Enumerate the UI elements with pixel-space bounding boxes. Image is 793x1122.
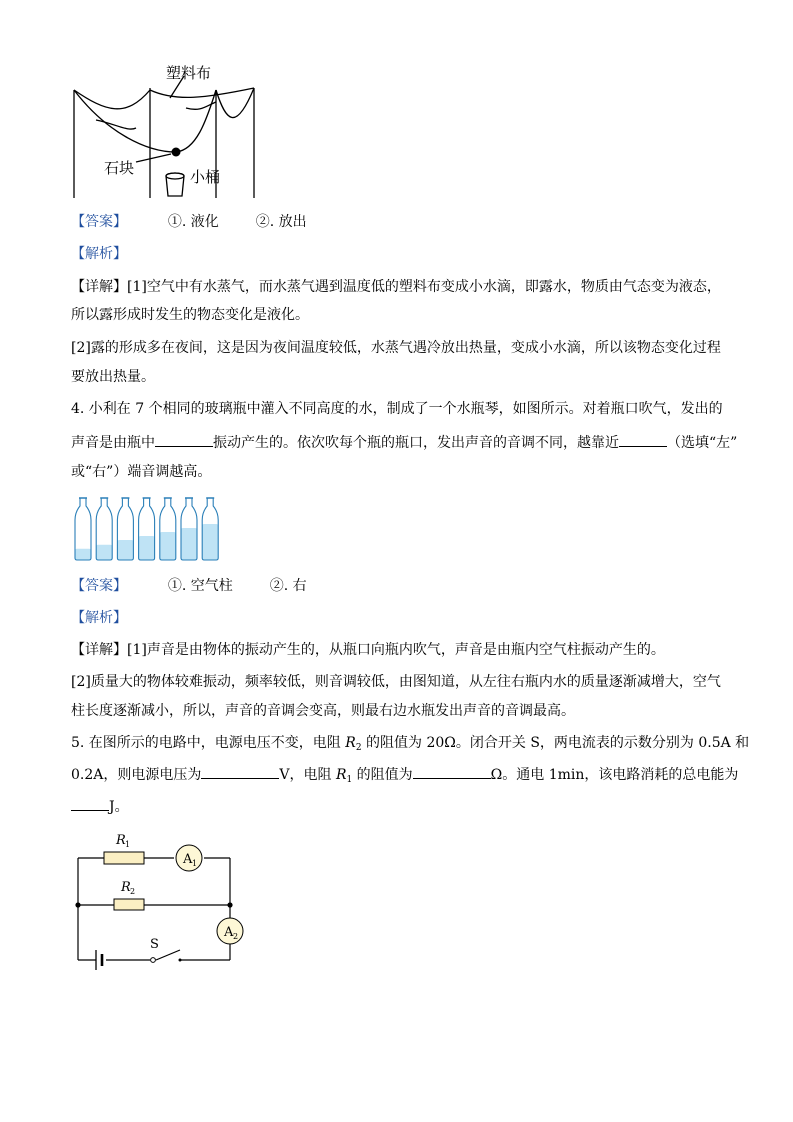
water-bottles-figure xyxy=(72,494,222,562)
r1-label: R xyxy=(116,833,126,848)
q4-analysis-tag: 【解析】 xyxy=(71,610,127,626)
water-bottle xyxy=(96,498,112,560)
q3-answer-line xyxy=(71,212,307,232)
bottle-water xyxy=(75,549,91,560)
resistor-r2 xyxy=(114,899,144,910)
q5-blank-energy xyxy=(71,796,109,811)
q4-question-line1: 4. 小利在 7 个相同的玻璃瓶中灌入不同高度的水，制成了一个水瓶琴，如图所示。对着瓶口吹气，发出的 xyxy=(71,401,723,417)
water-bottle xyxy=(202,498,218,560)
q4-text-a: 声音是由瓶中 xyxy=(71,435,155,451)
q5-text-e: 的阻值为 xyxy=(352,767,413,783)
q4-answer-1: ①. 空气柱 xyxy=(167,578,233,594)
q4-question-line3: 或“右”）端音调越高。 xyxy=(71,464,212,480)
label-bucket: 小桶 xyxy=(190,168,221,186)
water-bottle xyxy=(75,498,91,560)
bottle-water xyxy=(181,528,197,560)
switch-contact-left xyxy=(151,958,156,963)
answer-tag: 【答案】 xyxy=(71,578,127,594)
q5-question-line3 xyxy=(71,796,129,817)
q3-answer-2: ②. 放出 xyxy=(255,214,307,230)
q5-r2-symbol: R xyxy=(345,735,356,751)
q5-r1-symbol: R xyxy=(335,767,347,783)
q4-blank-1 xyxy=(155,432,213,447)
q5-blank-resistance xyxy=(413,764,491,779)
circuit-diagram xyxy=(70,826,250,976)
a1-label: A xyxy=(183,852,193,867)
water-bottle xyxy=(139,498,155,560)
q4-detail-line2: [2]质量大的物体较难振动，频率较低，则音调较低，由图知道，从左往右瓶内水的质量逐渐减增大，空气 xyxy=(71,674,721,690)
q3-detail-line4: 要放出热量。 xyxy=(71,369,155,385)
r2-label: R xyxy=(121,880,131,895)
bottle-water xyxy=(117,540,133,560)
q5-r1-sub: 1 xyxy=(346,775,353,785)
q5-text-a: 5. 在图所示的电路中，电源电压不变，电阻 xyxy=(71,735,346,751)
q4-answer-line xyxy=(71,576,307,596)
q4-detail-line1: 【详解】[1]声音是由物体的振动产生的，从瓶口向瓶内吹气，声音是由瓶内空气柱振动产生的。 xyxy=(71,642,665,658)
q3-detail-line3: [2]露的形成多在夜间，这是因为夜间温度较低，水蒸气遇冷放出热量，变成小水滴，所以该物态变化过程 xyxy=(71,340,721,356)
water-bottle xyxy=(160,498,176,560)
q5-text-d: V，电阻 xyxy=(279,767,336,783)
r2-sub: 2 xyxy=(130,887,136,896)
q5-text-f: Ω。通电 1min，该电路消耗的总电能为 xyxy=(490,767,739,783)
label-stone: 石块 xyxy=(104,159,135,177)
water-bottle xyxy=(117,498,133,560)
q5-question-line2 xyxy=(71,764,738,790)
a2-label: A xyxy=(224,925,234,940)
r1-sub: 1 xyxy=(125,840,131,849)
q4-question-line2 xyxy=(71,432,737,453)
q3-detail-line2: 所以露形成时发生的物态变化是液化。 xyxy=(71,307,309,323)
bottle-water xyxy=(160,532,176,560)
q5-question-line1 xyxy=(71,733,749,758)
a1-sub: 1 xyxy=(192,859,198,868)
q3-analysis-tag: 【解析】 xyxy=(71,246,127,262)
q4-text-b: 振动产生的。依次吹每个瓶的瓶口，发出声音的音调不同，越靠近 xyxy=(213,435,619,451)
dew-collector-figure xyxy=(66,62,266,202)
q5-text-g: J。 xyxy=(109,799,129,815)
q3-detail-line1: 【详解】[1]空气中有水蒸气，而水蒸气遇到温度低的塑料布变成小水滴，即露水，物质由气态变为液态， xyxy=(71,279,721,295)
bottle-water xyxy=(139,536,155,560)
bottle-water xyxy=(202,524,218,560)
switch-label: S xyxy=(150,937,159,952)
q4-blank-2 xyxy=(619,432,667,447)
answer-tag: 【答案】 xyxy=(71,214,127,230)
q4-detail-line3: 柱长度逐渐减小，所以，声音的音调会变高，则最右边水瓶发出声音的音调最高。 xyxy=(71,703,575,719)
label-plastic-cloth: 塑料布 xyxy=(166,64,212,82)
q5-text-b: 的阻值为 20Ω。闭合开关 S，两电流表的示数分别为 0.5A 和 xyxy=(361,735,750,751)
water-bottle xyxy=(181,498,197,560)
q4-answer-2: ②. 右 xyxy=(269,578,307,594)
resistor-r1 xyxy=(104,852,144,864)
junction-right xyxy=(227,902,232,907)
q4-text-c: （选填“左” xyxy=(667,435,738,451)
q5-blank-voltage xyxy=(201,764,279,779)
a2-sub: 2 xyxy=(233,932,239,941)
q3-answer-1: ①. 液化 xyxy=(167,214,219,230)
q5-r2-sub: 2 xyxy=(355,743,362,753)
switch-contact-right xyxy=(179,959,182,962)
bottle-water xyxy=(96,545,112,560)
junction-left xyxy=(75,902,80,907)
q5-text-c: 0.2A，则电源电压为 xyxy=(71,767,202,783)
